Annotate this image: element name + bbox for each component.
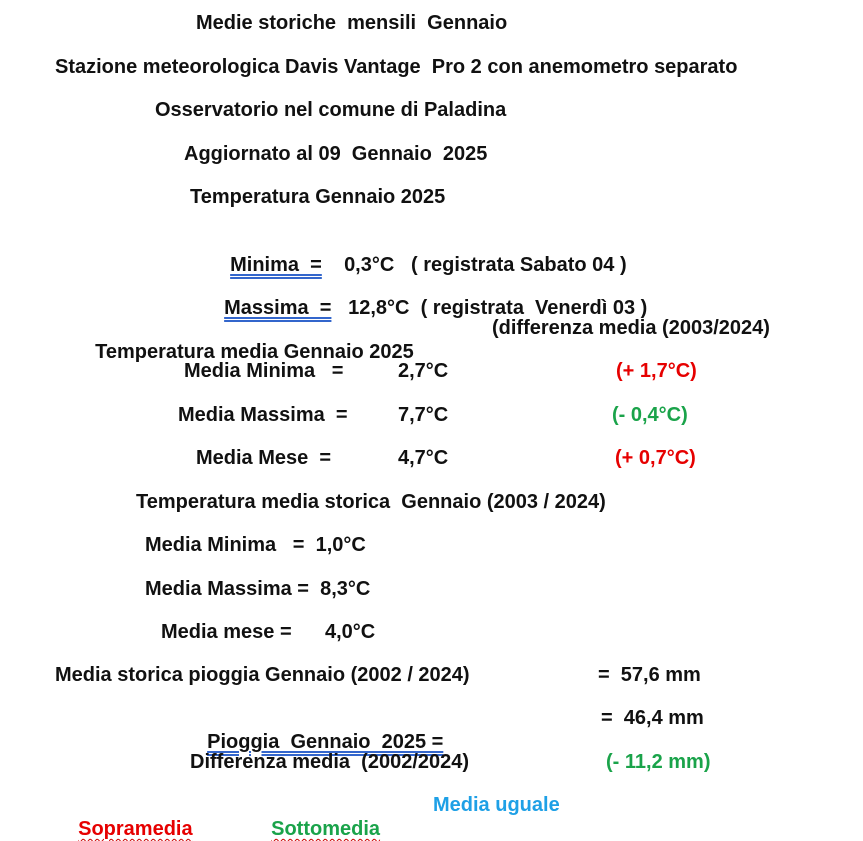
rain-month-label xyxy=(196,706,443,754)
observatory-line: Osservatorio nel comune di Paladina xyxy=(155,99,507,121)
avg-month-value: 4,7°C xyxy=(398,447,449,469)
hist-max-row: Media Massima = 8,3°C xyxy=(145,578,371,600)
rain-difference-value: (- 11,2 mm) xyxy=(606,751,711,773)
legend-equal-average: Media uguale xyxy=(433,794,560,816)
legend-above-average xyxy=(67,793,193,841)
page-title: Medie storiche mensili Gennaio xyxy=(196,12,508,34)
average-heading-left: Temperatura media Gennaio 2025 xyxy=(95,341,414,363)
legend-below-average xyxy=(260,793,380,841)
avg-min-diff: (+ 1,7°C) xyxy=(616,360,697,382)
avg-max-diff: (- 0,4°C) xyxy=(612,404,688,426)
rain-difference-label: Differenza media (2002/2024) xyxy=(190,751,470,773)
minimum-label: Minima = xyxy=(230,254,322,276)
hist-month-row: Media mese = 4,0°C xyxy=(161,621,376,643)
historical-heading: Temperatura media storica Gennaio (2003 / 2024) xyxy=(136,491,606,513)
rain-month-value: = 46,4 mm xyxy=(601,707,704,729)
maximum-value: 12,8°C ( registrata Venerdì 03 ) xyxy=(348,297,648,319)
avg-month-diff: (+ 0,7°C) xyxy=(615,447,696,469)
avg-max-label: Media Massima = xyxy=(178,404,348,426)
rain-historical-value: = 57,6 mm xyxy=(598,664,701,686)
legend-above-text: Sopramedia xyxy=(78,818,193,840)
temperature-heading: Temperatura Gennaio 2025 xyxy=(190,186,446,208)
maximum-row xyxy=(213,272,647,320)
avg-min-label: Media Minima = xyxy=(184,360,344,382)
station-line: Stazione meteorologica Davis Vantage Pro 2 con anemometro separato xyxy=(55,56,738,78)
minimum-value: 0,3°C ( registrata Sabato 04 ) xyxy=(344,254,627,276)
minimum-row xyxy=(219,229,627,277)
rain-month-label-text: Pioggia Gennaio 2025 = xyxy=(207,731,444,753)
average-heading-right: (differenza media (2003/2024) xyxy=(492,317,770,339)
hist-min-row: Media Minima = 1,0°C xyxy=(145,534,366,556)
updated-line: Aggiornato al 09 Gennaio 2025 xyxy=(184,143,488,165)
rain-historical-label: Media storica pioggia Gennaio (2002 / 2024) xyxy=(55,664,470,686)
avg-month-label: Media Mese = xyxy=(196,447,332,469)
legend-below-text: Sottomedia xyxy=(271,818,381,840)
maximum-label: Massima = xyxy=(224,297,332,319)
average-heading xyxy=(84,316,414,364)
avg-max-value: 7,7°C xyxy=(398,404,449,426)
avg-min-value: 2,7°C xyxy=(398,360,449,382)
